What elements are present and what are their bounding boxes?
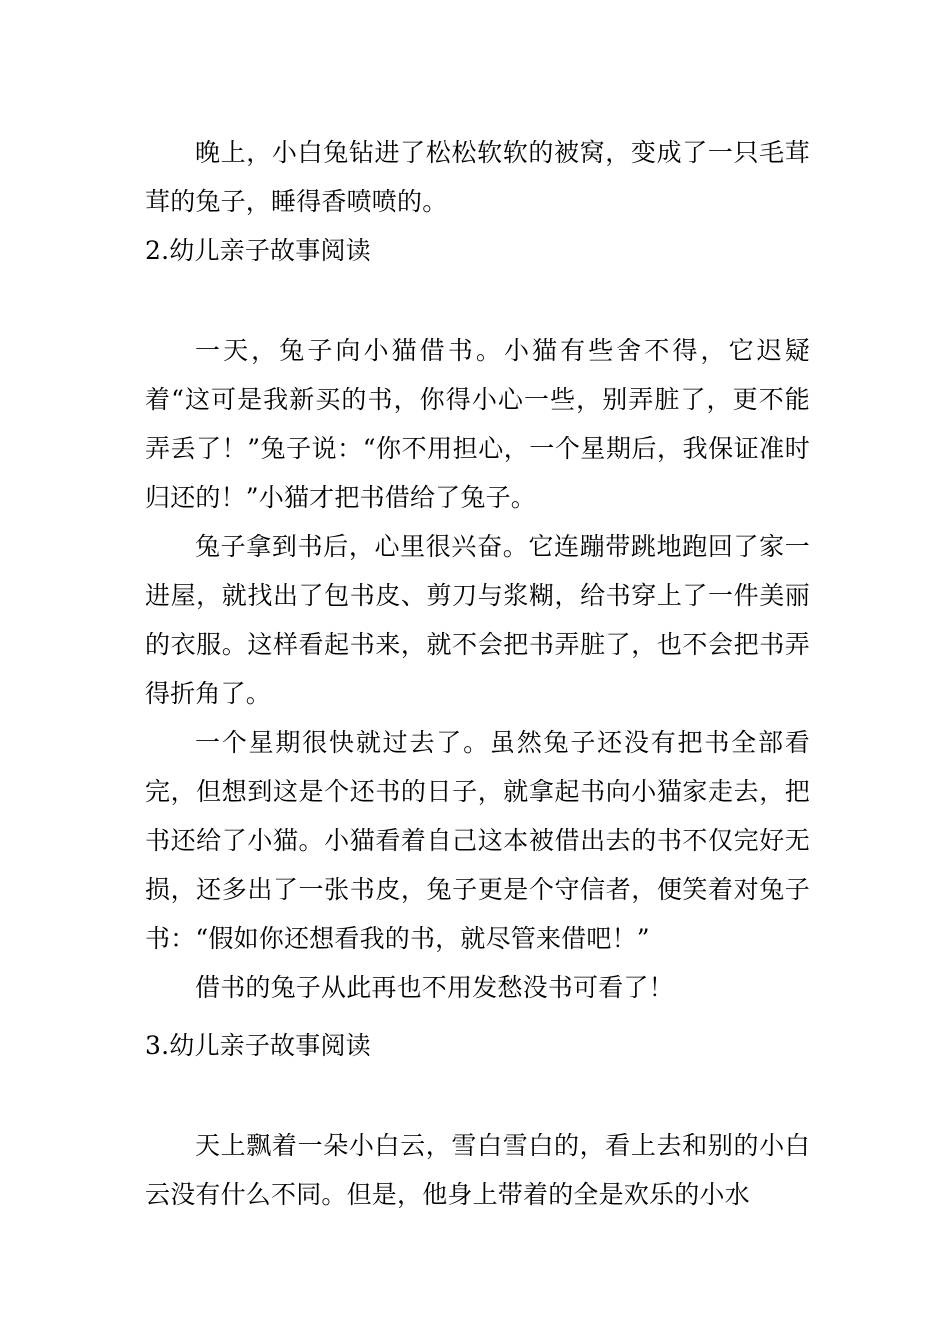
- section-2: [145, 326, 810, 1012]
- paragraph-book-cover: 兔子拿到书后，心里很兴奋。它连蹦带跳地跑回了家一进屋，就找出了包书皮、剪刀与浆糊，给书穿上了一件美丽的衣服。这样看起书来，就不会把书弄脏了，也不会把书弄得折角了。: [145, 532, 810, 708]
- paragraph-white-cloud: 天上飘着一朵小白云，雪白雪白的，看上去和别的小白云没有什么不同。但是，他身上带着的全是欢乐的小水: [145, 1131, 810, 1209]
- paragraph-ending: 借书的兔子从此再也不用发愁没书可看了！: [195, 973, 674, 1002]
- section-3-heading-block: [145, 1021, 810, 1070]
- section-1: [145, 128, 810, 226]
- paragraph-borrow-book: 一天，兔子向小猫借书。小猫有些舍不得，它迟疑着“这可是我新买的书，你得小心一些，别弄脏了，更不能弄丢了！”兔子说：“你不用担心，一个星期后，我保证准时归还的！”小猫才把书借给了兔子。: [145, 336, 810, 512]
- paragraph-bedtime: 晚上，小白兔钻进了松松软软的被窝，变成了一只毛茸茸的兔子，睡得香喷喷的。: [145, 138, 810, 216]
- section-heading-3: 3.幼儿亲子故事阅读: [145, 1031, 371, 1060]
- section-2-heading-block: [145, 226, 810, 275]
- paragraph-return-book: 一个星期很快就过去了。虽然兔子还没有把书全部看完，但想到这是个还书的日子，就拿起书向小猫家走去，把书还给了小猫。小猫看着自己这本被借出去的书不仅完好无损，还多出了一张书皮，兔子更是个守信者，便笑着对兔子书：“假如你还想看我的书，就尽管来借吧！”: [145, 728, 810, 953]
- section-heading-2: 2.幼儿亲子故事阅读: [145, 236, 371, 265]
- section-3: [145, 1121, 810, 1219]
